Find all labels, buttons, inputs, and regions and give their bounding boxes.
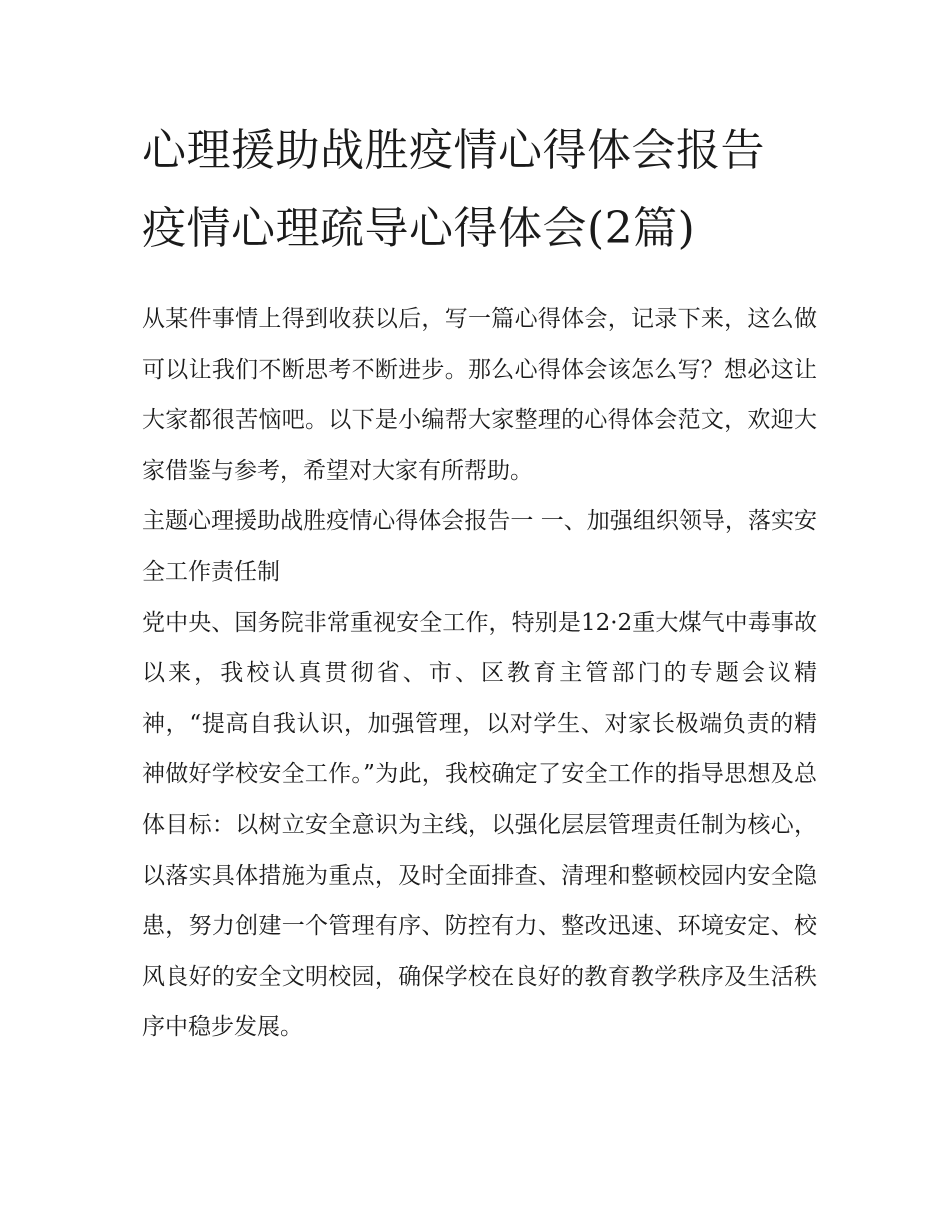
intro-paragraph: 从某件事情上得到收获以后，写一篇心得体会，记录下来，这么做可以让我们不断思考不断进步。那么心得体会该怎么写？想必这让大家都很苦恼吧。以下是小编帮大家整理的心得体会范文，欢迎大家借鉴与参考，希望对大家有所帮助。 <box>142 306 817 484</box>
document-page <box>142 112 817 1053</box>
section-heading-paragraph: 主题心理援助战胜疫情心得体会报告一 一、加强组织领导，落实安全工作责任制 <box>142 508 817 585</box>
document-title: 心理援助战胜疫情心得体会报告 疫情心理疏导心得体会(2篇) <box>142 125 765 254</box>
body-paragraph: 党中央、国务院非常重视安全工作，特别是12·2重大煤气中毒事故以来，我校认真贯彻省、市、区教育主管部门的专题会议精神，“提高自我认识，加强管理，以对学生、对家长极端负责的精神做好学校安全工作。”为此，我校确定了安全工作的指导思想及总体目标：以树立安全意识为主线，以强化层层管理责任制为核心，以落实具体措施为重点，及时全面排查、清理和整顿校园内安全隐患，努力创建一个管理有序、防控有力、整改迅速、环境安定、校风良好的安全文明校园，确保学校在良好的教育教学秩序及生活秩序中稳步发展。 <box>142 609 817 1041</box>
